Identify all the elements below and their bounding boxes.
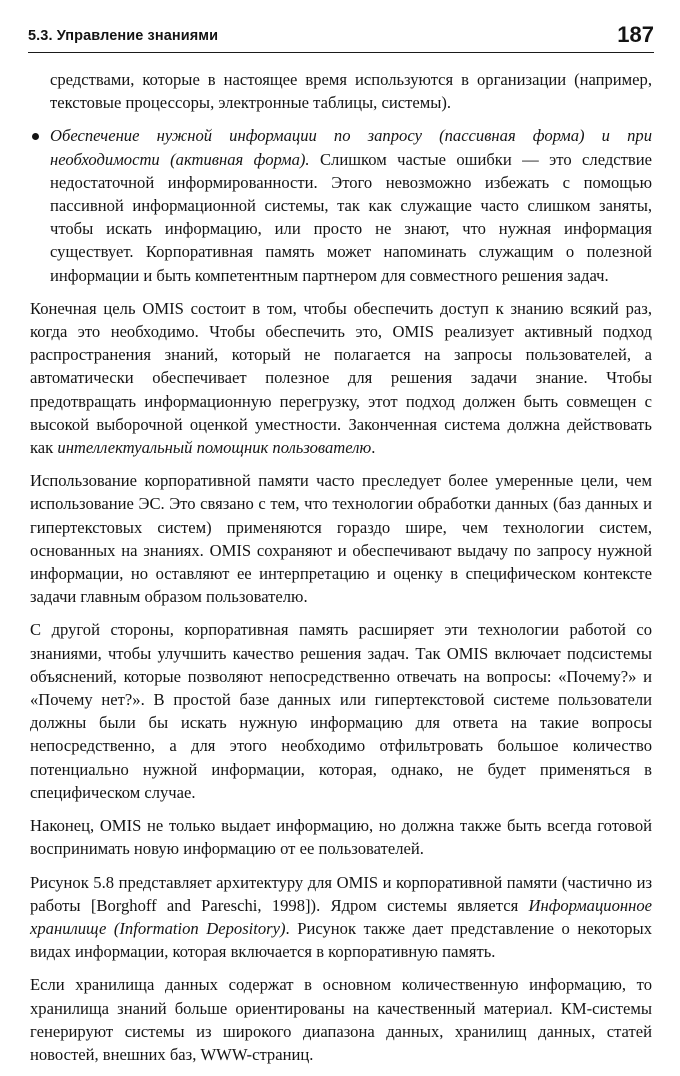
page-number: 187 bbox=[617, 22, 654, 47]
italic-phrase: Информационное хранилище (Information Depository) bbox=[30, 895, 652, 938]
bullet-dot-icon bbox=[32, 133, 39, 140]
header-rule bbox=[28, 52, 654, 53]
running-header bbox=[28, 22, 654, 58]
page-body bbox=[30, 68, 652, 1076]
continuation-text: средствами, которые в настоящее время используются в организации (например, текстовые процессоры, электронные таблицы, системы). bbox=[50, 70, 652, 113]
bullet-italic-lead: Обеспечение нужной информации по запросу (пассивная форма) и при необходимости (активная форма). bbox=[50, 126, 652, 169]
italic-phrase: интеллектуальный помощник пользователю bbox=[57, 438, 372, 458]
paragraph-other-side: С другой стороны, корпоративная память расширяет эти технологии работой со знаниями, чтобы улучшить качество решения задач. Так OMIS включает подсистемы объяснений, которые позволяют непосредственно отвечать на вопросы: «Почему?» и «Почему нет?». В простой базе данных или гипертекстовой системе пользователи должны были бы искать нужную информацию для ответа на такие вопросы непосредственно, а для этого необходимо отфильтровать большое количество потенциально нужной информации, которая, однако, не будет применяться в специфическом случае. bbox=[30, 620, 652, 802]
paragraph-finally: Наконец, OMIS не только выдает информацию, но должна также быть всегда готовой воспринимать новую информацию от ее пользователей. bbox=[30, 816, 652, 859]
paragraph-goal: Конечная цель OMIS состоит в том, чтобы обеспечить доступ к знанию всякий раз, когда это необходимо. Чтобы обеспечить это, OMIS реализует активный подход распространения знаний, который не полагается на запросы пользователей, а автоматически обеспечивает полезное для решения задачи знание. Чтобы предотвращать информационную перегрузку, этот подход должен быть совмещен с высокой выборочной оценкой уместности. Законченная система должна действовать как интеллектуальный помощник пользователю. bbox=[30, 298, 652, 458]
paragraph-usage: Использование корпоративной памяти часто преследует более умеренные цели, чем использование ЭС. Это связано с тем, что технологии обработки данных (баз данных и гипертекстовых систем) применяются гораздо шире, чем технологии систем, основанных на знаниях. OMIS сохраняют и обеспечивают выдачу по запросу нужной информации, но оставляют ее интерпретацию и оценку в специфическом контексте задачи главным образом пользователю. bbox=[30, 471, 652, 607]
section-title: 5.3. Управление знаниями bbox=[28, 28, 219, 44]
paragraph-figure-ref: Рисунок 5.8 представляет архитектуру для OMIS и корпоративной памяти (частично из работы [Borghoff and Pareschi, 1998]). Ядром системы является Информационное хранилище (Information Depository). Рисунок также дает представление о некоторых видах информации, которая включается в корпоративную память. bbox=[30, 872, 653, 962]
bullet-text: Слишком частые ошибки — это следствие недостаточной информированности. Этого невозможно избежать с помощью пассивной информационной системы, так как служащие часто слишком заняты, чтобы искать информацию, или просто не знают, что нужная информация существует. Корпоративная память может напоминать служащим о полезной информации и быть компетентным партнером для совместного решения задач. bbox=[50, 149, 652, 285]
paragraph-repositories: Если хранилища данных содержат в основном количественную информацию, то хранилища знаний больше ориентированы на качественный материал. КМ-системы генерируют системы из широкого диапазона данных, хранилищ данных, статей новостей, внешних баз, WWW-страниц. bbox=[30, 975, 652, 1064]
bullet-item bbox=[30, 124, 652, 286]
